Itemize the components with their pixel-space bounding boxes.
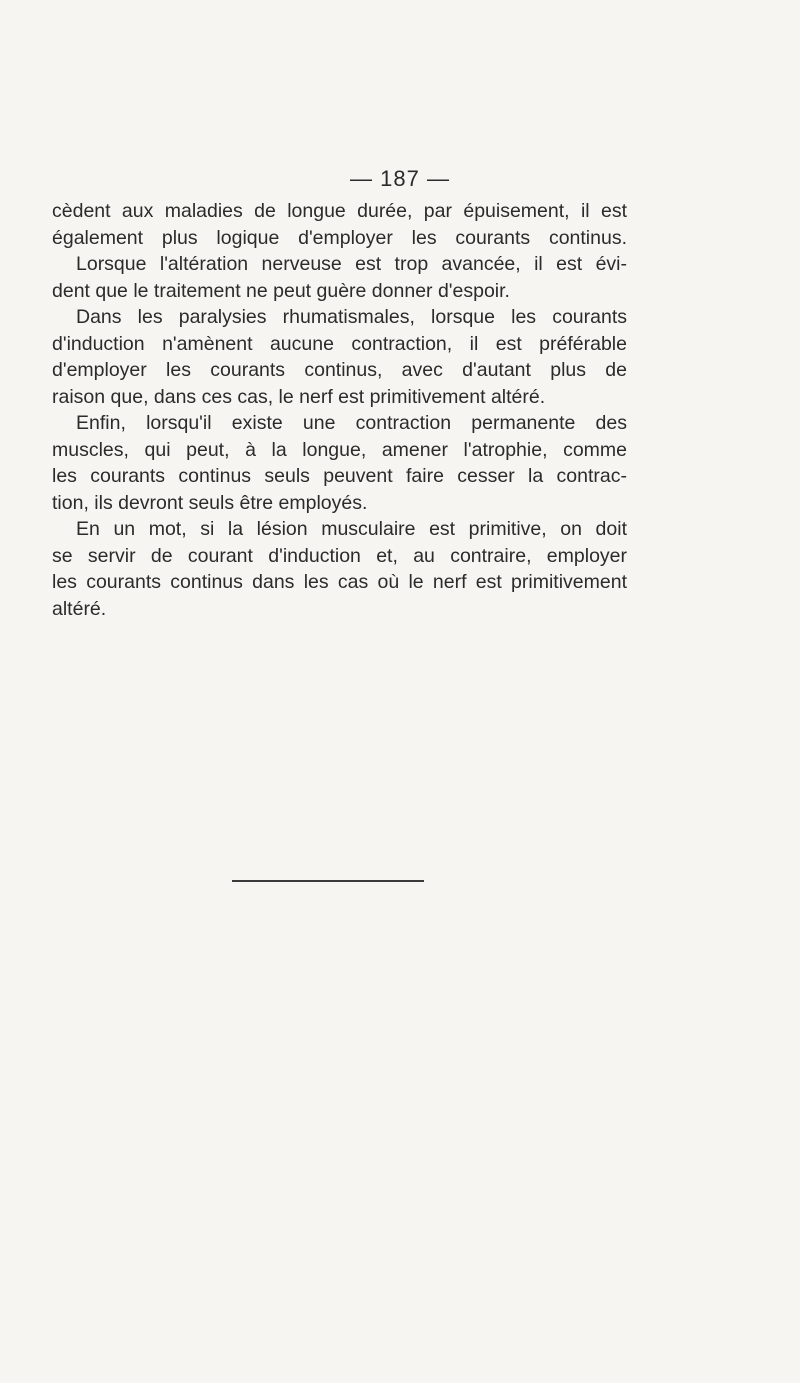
text-line: également plus logique d'employer les courants continus.: [52, 226, 627, 249]
text-line: altéré.: [52, 597, 107, 620]
text-line: les courants continus seuls peuvent faire cesser la contrac-: [52, 465, 627, 487]
text-line: dent que le traitement ne peut guère donner d'espoir.: [52, 279, 510, 302]
text-line: muscles, qui peut, à la longue, amener l'atrophie, comme: [52, 438, 627, 461]
text-line: raison que, dans ces cas, le nerf est primitivement altéré.: [52, 385, 546, 408]
text-line: Enfin, lorsqu'il existe une contraction permanente des: [76, 412, 627, 434]
end-rule-divider: [232, 880, 424, 882]
text-line: Dans les paralysies rhumatismales, lorsque les courants: [76, 306, 627, 328]
text-line: se servir de courant d'induction et, au contraire, employer: [52, 544, 627, 567]
body-text: [52, 198, 627, 622]
text-line: les courants continus dans les cas où le nerf est primitivement: [52, 571, 627, 593]
text-line: d'employer les courants continus, avec d'autant plus de: [52, 359, 627, 381]
text-line: cèdent aux maladies de longue durée, par épuisement, il est: [52, 200, 627, 222]
page-number: — 187 —: [350, 166, 450, 191]
text-line: En un mot, si la lésion musculaire est primitive, on doit: [76, 518, 627, 540]
text-line: tion, ils devront seuls être employés.: [52, 491, 368, 514]
text-line: Lorsque l'altération nerveuse est trop avancée, il est évi-: [76, 253, 627, 275]
text-line: d'induction n'amènent aucune contraction, il est préférable: [52, 332, 627, 355]
